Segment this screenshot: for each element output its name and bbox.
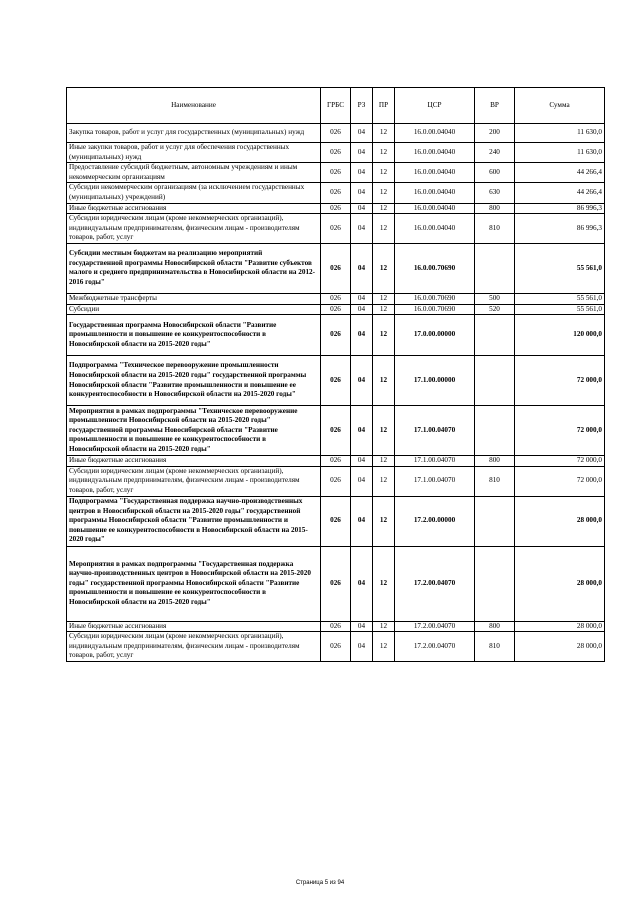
- row-grbs: 026: [321, 293, 351, 304]
- row-sum: 28 000,0: [515, 621, 605, 632]
- row-pr: 12: [373, 124, 395, 143]
- row-csr: 16.0.00.04040: [395, 124, 475, 143]
- row-name: Субсидии: [67, 304, 321, 315]
- row-pr: 12: [373, 496, 395, 546]
- row-csr: 16.0.00.70690: [395, 293, 475, 304]
- row-name: Государственная программа Новосибирской области "Развитие промышленности и повышение ее конкурентоспособности в Новосибирской области на 2015-2020 годы": [67, 315, 321, 356]
- row-sum: 55 561,0: [515, 293, 605, 304]
- row-pr: 12: [373, 632, 395, 662]
- row-csr: 17.1.00.04070: [395, 406, 475, 456]
- row-grbs: 026: [321, 124, 351, 143]
- row-grbs: 026: [321, 356, 351, 406]
- table-row: [67, 243, 605, 293]
- row-vr: 630: [475, 183, 515, 203]
- row-grbs: 026: [321, 183, 351, 203]
- row-vr: 800: [475, 456, 515, 467]
- row-sum: 28 000,0: [515, 496, 605, 546]
- table-row: [67, 304, 605, 315]
- row-grbs: 026: [321, 163, 351, 183]
- row-pr: 12: [373, 356, 395, 406]
- row-grbs: 026: [321, 546, 351, 621]
- row-rz: 04: [351, 304, 373, 315]
- row-pr: 12: [373, 546, 395, 621]
- row-csr: 17.0.00.00000: [395, 315, 475, 356]
- row-grbs: 026: [321, 304, 351, 315]
- row-name: Субсидии некоммерческим организациям (за исключением государственных (муниципальных) учреждений): [67, 183, 321, 203]
- row-pr: 12: [373, 315, 395, 356]
- row-grbs: 026: [321, 214, 351, 244]
- table-row: [67, 466, 605, 496]
- row-pr: 12: [373, 183, 395, 203]
- row-name: Иные закупки товаров, работ и услуг для обеспечения государственных (муниципальных) нужд: [67, 143, 321, 163]
- row-name: Мероприятия в рамках подпрограммы "Техническое перевооружение промышленности Новосибирской области на 2015-2020 годы" государственной программы Новосибирской области "Развитие промышленности и повышение ее конкурентоспособности в Новосибирской области на 2015-2020 годы": [67, 406, 321, 456]
- row-vr: [475, 356, 515, 406]
- row-grbs: 026: [321, 203, 351, 214]
- row-sum: 11 630,0: [515, 143, 605, 163]
- row-vr: [475, 243, 515, 293]
- row-name: Межбюджетные трансферты: [67, 293, 321, 304]
- row-rz: 04: [351, 456, 373, 467]
- table-header-row: [67, 88, 605, 124]
- row-sum: 55 561,0: [515, 304, 605, 315]
- header-pr: ПР: [373, 88, 395, 124]
- row-vr: 800: [475, 203, 515, 214]
- row-name: Подпрограмма "Государственная поддержка научно-производственных центров в Новосибирской области на 2015-2020 годы" государственной программы Новосибирской области "Развитие промышленности и повышение ее конкурентоспособности в Новосибирской области на 2015-2020 годы": [67, 496, 321, 546]
- row-vr: 520: [475, 304, 515, 315]
- table-row: [67, 456, 605, 467]
- row-csr: 16.0.00.04040: [395, 143, 475, 163]
- table-row: [67, 214, 605, 244]
- row-vr: 800: [475, 621, 515, 632]
- row-rz: 04: [351, 356, 373, 406]
- row-pr: 12: [373, 304, 395, 315]
- table-body: [67, 124, 605, 662]
- row-name: Иные бюджетные ассигнования: [67, 456, 321, 467]
- table-row: [67, 632, 605, 662]
- header-grbs: ГРБС: [321, 88, 351, 124]
- header-vr: ВР: [475, 88, 515, 124]
- row-pr: 12: [373, 456, 395, 467]
- row-sum: 11 630,0: [515, 124, 605, 143]
- row-vr: 810: [475, 466, 515, 496]
- header-name: Наименование: [67, 88, 321, 124]
- row-csr: 17.1.00.04070: [395, 466, 475, 496]
- row-pr: 12: [373, 163, 395, 183]
- row-grbs: 026: [321, 466, 351, 496]
- header-sum: Сумма: [515, 88, 605, 124]
- row-sum: 72 000,0: [515, 466, 605, 496]
- table-row: [67, 183, 605, 203]
- row-rz: 04: [351, 143, 373, 163]
- row-sum: 72 000,0: [515, 356, 605, 406]
- row-sum: 44 266,4: [515, 163, 605, 183]
- row-vr: [475, 496, 515, 546]
- row-name: Предоставление субсидий бюджетным, автономным учреждениям и иным некоммерческим организациям: [67, 163, 321, 183]
- row-grbs: 026: [321, 632, 351, 662]
- row-vr: 600: [475, 163, 515, 183]
- row-name: Мероприятия в рамках подпрограммы "Государственная поддержка научно-производственных центров в Новосибирской области на 2015-2020 годы" государственной программы Новосибирской области "Развитие промышленности и повышение ее конкурентоспособности в Новосибирской области на 2015-2020 годы": [67, 546, 321, 621]
- row-rz: 04: [351, 243, 373, 293]
- row-csr: 17.2.00.04070: [395, 546, 475, 621]
- budget-table: [66, 87, 605, 662]
- row-pr: 12: [373, 143, 395, 163]
- row-vr: 810: [475, 632, 515, 662]
- row-rz: 04: [351, 621, 373, 632]
- row-sum: 72 000,0: [515, 406, 605, 456]
- row-sum: 55 561,0: [515, 243, 605, 293]
- row-sum: 28 000,0: [515, 632, 605, 662]
- row-pr: 12: [373, 214, 395, 244]
- row-name: Субсидии юридическим лицам (кроме некоммерческих организаций), индивидуальным предпринимателям, физическим лицам - производителям товаров, работ, услуг: [67, 214, 321, 244]
- row-grbs: 026: [321, 243, 351, 293]
- table-row: [67, 163, 605, 183]
- table-row: [67, 293, 605, 304]
- row-name: Иные бюджетные ассигнования: [67, 203, 321, 214]
- row-csr: 16.0.00.04040: [395, 183, 475, 203]
- row-grbs: 026: [321, 406, 351, 456]
- row-rz: 04: [351, 632, 373, 662]
- row-vr: [475, 546, 515, 621]
- row-vr: 200: [475, 124, 515, 143]
- table-row: [67, 356, 605, 406]
- row-sum: 120 000,0: [515, 315, 605, 356]
- row-rz: 04: [351, 293, 373, 304]
- row-sum: 86 996,3: [515, 214, 605, 244]
- row-vr: 240: [475, 143, 515, 163]
- row-rz: 04: [351, 315, 373, 356]
- row-name: Закупка товаров, работ и услуг для государственных (муниципальных) нужд: [67, 124, 321, 143]
- table-row: [67, 315, 605, 356]
- table-row: [67, 124, 605, 143]
- row-rz: 04: [351, 124, 373, 143]
- row-name: Субсидии местным бюджетам на реализацию мероприятий государственной программы Новосибирской области "Развитие субъектов малого и среднего предпринимательства в Новосибирской области на 2012-2016 годы": [67, 243, 321, 293]
- row-pr: 12: [373, 203, 395, 214]
- row-rz: 04: [351, 496, 373, 546]
- row-rz: 04: [351, 214, 373, 244]
- row-name: Иные бюджетные ассигнования: [67, 621, 321, 632]
- row-csr: 16.0.00.04040: [395, 163, 475, 183]
- header-csr: ЦСР: [395, 88, 475, 124]
- row-vr: 500: [475, 293, 515, 304]
- table-row: [67, 203, 605, 214]
- row-grbs: 026: [321, 456, 351, 467]
- table-row: [67, 546, 605, 621]
- row-name: Субсидии юридическим лицам (кроме некоммерческих организаций), индивидуальным предпринимателям, физическим лицам - производителям товаров, работ, услуг: [67, 632, 321, 662]
- row-pr: 12: [373, 406, 395, 456]
- row-csr: 16.0.00.04040: [395, 214, 475, 244]
- header-rz: РЗ: [351, 88, 373, 124]
- row-vr: [475, 406, 515, 456]
- row-rz: 04: [351, 466, 373, 496]
- row-name: Подпрограмма "Техническое перевооружение промышленности Новосибирской области на 2015-2020 годы" государственной программы Новосибирской области "Развитие промышленности и повышение ее конкурентоспособности в Новосибирской области на 2015-2020 годы": [67, 356, 321, 406]
- row-sum: 72 000,0: [515, 456, 605, 467]
- row-name: Субсидии юридическим лицам (кроме некоммерческих организаций), индивидуальным предпринимателям, физическим лицам - производителям товаров, работ, услуг: [67, 466, 321, 496]
- row-grbs: 026: [321, 621, 351, 632]
- row-csr: 16.0.00.70690: [395, 304, 475, 315]
- table-row: [67, 621, 605, 632]
- row-sum: 86 996,3: [515, 203, 605, 214]
- row-csr: 17.1.00.00000: [395, 356, 475, 406]
- table-row: [67, 406, 605, 456]
- row-csr: 17.2.00.00000: [395, 496, 475, 546]
- row-csr: 16.0.00.70690: [395, 243, 475, 293]
- row-pr: 12: [373, 466, 395, 496]
- row-rz: 04: [351, 203, 373, 214]
- row-csr: 17.2.00.04070: [395, 621, 475, 632]
- row-vr: 810: [475, 214, 515, 244]
- row-rz: 04: [351, 546, 373, 621]
- row-vr: [475, 315, 515, 356]
- row-csr: 17.2.00.04070: [395, 632, 475, 662]
- row-csr: 16.0.00.04040: [395, 203, 475, 214]
- row-pr: 12: [373, 621, 395, 632]
- table-row: [67, 143, 605, 163]
- row-sum: 44 266,4: [515, 183, 605, 203]
- row-sum: 28 000,0: [515, 546, 605, 621]
- row-grbs: 026: [321, 143, 351, 163]
- row-rz: 04: [351, 183, 373, 203]
- row-pr: 12: [373, 243, 395, 293]
- table-row: [67, 496, 605, 546]
- row-rz: 04: [351, 163, 373, 183]
- row-pr: 12: [373, 293, 395, 304]
- row-csr: 17.1.00.04070: [395, 456, 475, 467]
- row-grbs: 026: [321, 315, 351, 356]
- row-grbs: 026: [321, 496, 351, 546]
- row-rz: 04: [351, 406, 373, 456]
- page-number: Страница 5 из 94: [295, 880, 345, 886]
